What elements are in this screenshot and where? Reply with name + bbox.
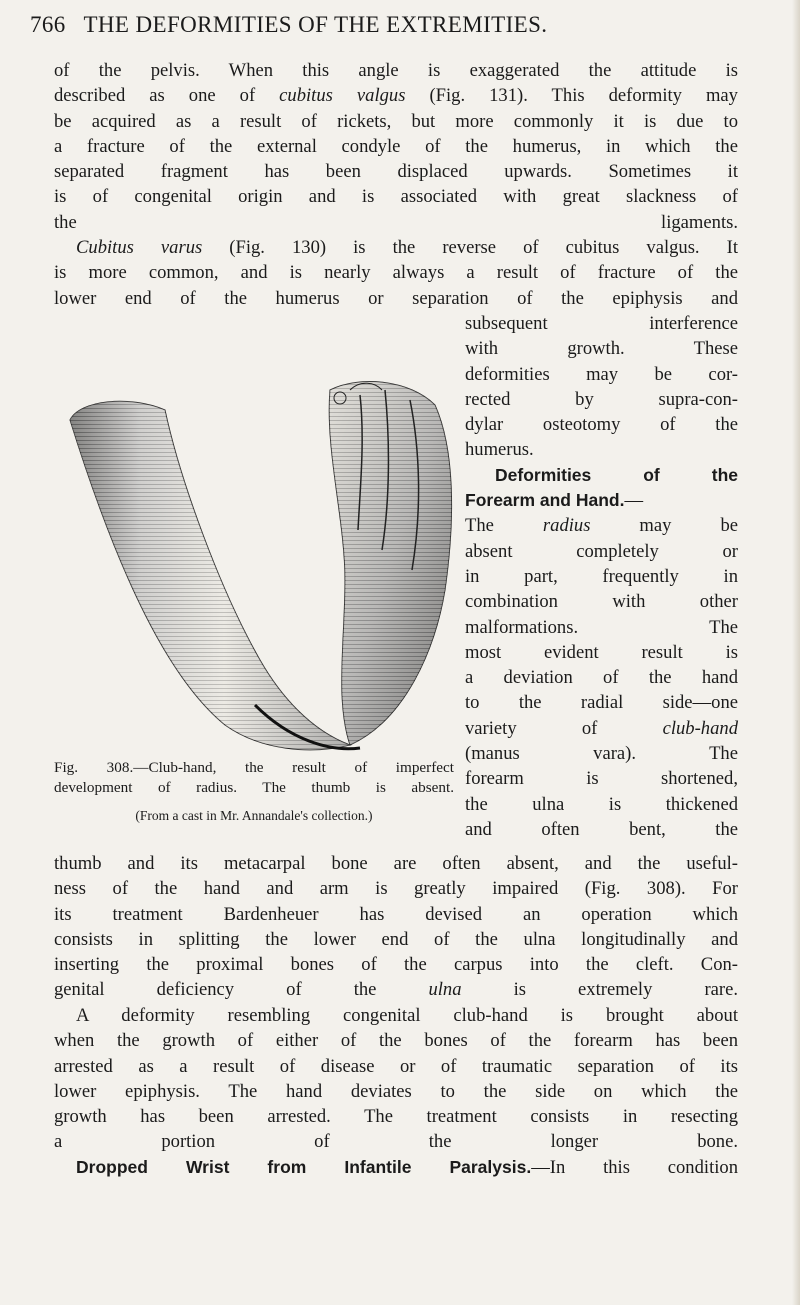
page-edge-shadow (792, 0, 800, 1305)
text-line: when the growth of either of the bones of the forearm has been (54, 1030, 738, 1052)
text-line: and often bent, the (465, 818, 738, 840)
paragraph-3 (54, 851, 738, 1003)
text-line: subsequent interference (465, 313, 738, 334)
text-line: genital deficiency of the ulna is extremely rare. (54, 979, 738, 1001)
text-line: Cubitus varus (Fig. 130) is the reverse of cubitus valgus. It (76, 237, 738, 258)
text-line: lower end of the humerus or separation of the epiphysis and (54, 287, 738, 309)
caption-line: Fig. 308.—Club-hand, the result of imperfect (54, 759, 454, 776)
text-line: (manus vara). The (465, 743, 738, 765)
term-radius: radius (542, 515, 591, 537)
text-line: lower epiphysis. The hand deviates to the side on which the (54, 1080, 738, 1102)
text-line: a fracture of the external condyle of the humerus, in which the (54, 135, 738, 157)
text-line: most evident result is (465, 641, 738, 663)
section-heading: Dropped Wrist from Infantile Paralysis. (76, 1157, 532, 1177)
page-number: 766 (30, 12, 66, 37)
paragraph-4 (54, 1003, 738, 1155)
text-line: a portion of the longer bone. (54, 1131, 738, 1153)
term-cubitus-valgus: cubitus valgus (279, 85, 406, 107)
text-line: to the radial side—one (465, 692, 738, 714)
text-line: Dropped Wrist from Infantile Paralysis.—In this condition (76, 1157, 738, 1178)
text-line: of the pelvis. When this angle is exaggerated the attitude is (54, 60, 738, 81)
text-line: consists in splitting the lower end of the ulna longitudinally and (54, 928, 738, 950)
caption-source: (From a cast in Mr. Annandale's collection.) (135, 808, 373, 823)
text-line: a deviation of the hand (465, 667, 738, 689)
text-line: with growth. These (465, 338, 738, 360)
term-cubitus-varus: Cubitus varus (76, 237, 203, 258)
text-line: be acquired as a result of rickets, but more commonly it is due to (54, 110, 738, 132)
text-line: thumb and its metacarpal bone are often absent, and the useful- (54, 853, 738, 874)
running-title: THE DEFORMITIES OF THE EXTREMITIES. (83, 12, 548, 37)
text-line: deformities may be cor- (465, 363, 738, 385)
text-line: The radius may be (465, 515, 738, 537)
term-ulna: ulna (428, 979, 462, 1001)
text-line: in part, frequently in (465, 565, 738, 587)
caption-line: development of radius. The thumb is absent. (54, 779, 454, 796)
running-header (30, 12, 770, 38)
paragraph-2 (54, 235, 738, 311)
paragraph-1 (54, 58, 738, 235)
text-line: arrested as a result of disease or of traumatic separation of its (54, 1055, 738, 1077)
text-line: growth has been arrested. The treatment consists in resecting (54, 1106, 738, 1128)
text-line: combination with other (465, 591, 738, 613)
text-line: forearm is shortened, (465, 768, 738, 790)
text-line: its treatment Bardenheuer has devised an operation which (54, 903, 738, 925)
text-line: described as one of cubitus valgus (Fig. 131). This deformity may (54, 85, 738, 107)
text-line: dylar osteotomy of the (465, 414, 738, 436)
section-heading: Forearm and Hand. (465, 490, 625, 511)
section-heading: Deformities of the (495, 464, 738, 485)
club-hand-cast-illustration (60, 360, 460, 760)
figure-caption (54, 758, 454, 826)
text-line: separated fragment has been displaced upwards. Sometimes it (54, 161, 738, 183)
text-line: is of congenital origin and is associated with great slackness of (54, 186, 738, 208)
text-line: variety of club-hand (465, 717, 738, 739)
text-line: the ulna is thickened (465, 793, 738, 815)
text-line: malformations. The (465, 616, 738, 638)
text-line: ness of the hand and arm is greatly impaired (Fig. 308). For (54, 878, 738, 900)
text-line: inserting the proximal bones of the carpus into the cleft. Con- (54, 954, 738, 976)
text-line: A deformity resembling congenital club-hand is brought about (76, 1005, 738, 1026)
term-club-hand: club-hand (662, 717, 738, 739)
text-line: humerus. (465, 439, 534, 461)
text-line: Forearm and Hand.— (465, 490, 644, 512)
wrapped-text-column (465, 311, 738, 842)
text-line: rected by supra-con- (465, 388, 738, 410)
text-line: absent completely or (465, 540, 738, 562)
text-line: the ligaments. (54, 211, 738, 233)
text-line: is more common, and is nearly always a result of fracture of the (54, 262, 738, 284)
paragraph-5 (54, 1155, 738, 1180)
